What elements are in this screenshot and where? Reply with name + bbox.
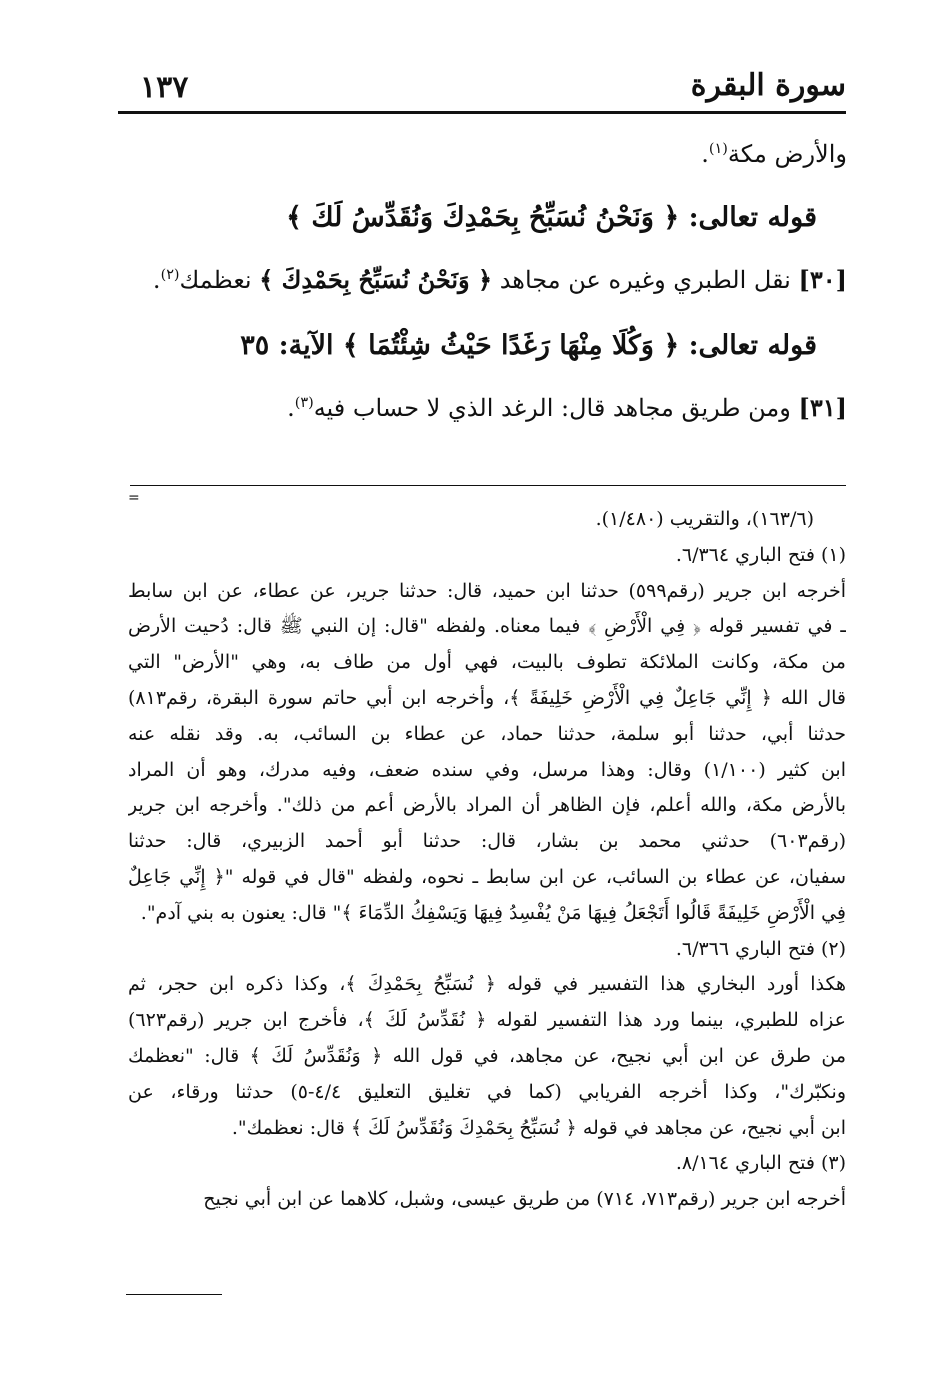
footnote-line: ابن كثير (١/١٠٠) وقال: وهذا مرسل، وفي سنده ضعف، وفيه مدرك، وهو أن المراد [128,758,846,781]
period: . [152,266,161,294]
footnote-line: سفيان، عن عطاء بن السائب، عن ابن سابط ـ نحوه، ولفظه "قال في قوله "﴿ إِنِّي جَاعِلٌ [128,865,846,888]
footnote-line: أخرجه ابن جرير (رقم٥٩٩) حدثنا ابن حميد، قال: حدثنا جرير، عن عطاء، عن ابن سابط [128,579,846,602]
verse-reference: الآية: ٣٥ [240,330,334,361]
footnote-line: (١٦٣/٦)، والتقريب (١/٤٨٠). [595,508,814,530]
footnote-line: ـ في تفسير قوله ﴿ فِي الْأَرْضِ ﴾ فيما معناه. ولفظه "قال: إن النبي ﷺ قال: دُحيت الأرض [128,615,846,638]
footnote-separator [130,485,846,486]
verse-heading-label: قوله تعالى: [688,202,817,233]
footnote-heading: (٣) فتح الباري ٨/١٦٤. [675,1152,846,1175]
entry-number: [٣١] [798,393,847,422]
entry-number: [٣٠] [798,265,847,294]
footnote-line: فِي الْأَرْضِ خَلِيفَةً قَالُوا أَتَجْعَلُ فِيهَا مَنْ يُفْسِدُ فِيهَا وَيَسْفِكُ الدِّمَاءَ ﴾" قال: يعنون به بني آدم". [140,901,846,924]
header-rule [118,111,846,114]
continuation-line [701,140,847,169]
entry-text: ومن طريق مجاهد قال: الرغد الذي لا حساب فيه [313,394,791,422]
period: . [287,394,295,422]
footnote-ref-2: (٢) [160,267,180,283]
ayah-text: ﴿ وَكُلَا مِنْهَا رَغَدًا حَيْثُ شِئْتُمَا ﴾ [342,330,680,361]
footnote-line: قال الله ﴿ إِنِّي جَاعِلٌ فِي الْأَرْضِ خَلِيفَةً ﴾، وأخرجه ابن أبي حاتم سورة البقرة، رقم٨١٣) [128,686,846,709]
footnote-line: حدثنا أبي، حدثنا أبو سلمة، حدثنا حماد، عن عطاء بن السائب، به. وقد نقله عنه [128,722,846,745]
footnote-heading: (١) فتح الباري ٦/٣٦٤. [675,543,846,566]
verse-heading-2 [240,330,817,362]
footnote-line: من مكة، وكانت الملائكة تطوف بالبيت، فهي أول من طاف به، وهي "الأرض" التي [128,651,846,674]
page-number: ١٣٧ [140,70,189,105]
verse-heading-label: قوله تعالى: [688,330,817,361]
footnotes [128,502,846,1218]
entry-30 [153,266,847,295]
continuation-underline [126,1294,222,1295]
footnote-heading: (٢) فتح الباري ٦/٣٦٦. [675,937,846,960]
footnote-line: من طرق عن ابن أبي نجيح، عن مجاهد، في قول الله ﴿ وَنُقَدِّسُ لَكَ ﴾ قال: "نعظمك [128,1044,846,1067]
footnote-line: بالأرض مكة، والله أعلم، فإن الظاهر أن المراد بالأرض أعم من ذلك". وأخرجه ابن جرير [128,794,846,817]
footnote-line: عزاه للطبري، بينما ورد هذا التفسير لقوله ﴿ نُقَدِّسُ لَكَ ﴾، فأخرج ابن جرير (رقم٦٢٣) [128,1009,846,1032]
period: . [701,140,709,168]
entry-text: نعظمك [179,266,252,294]
footnote-line: (رقم٦٠٣) حدثني محمد بن بشار، قال: حدثنا أبو أحمد الزبيري، قال: حدثنا [128,830,846,853]
footnote-ref-1: (١) [708,141,728,157]
footnote-ref-3: (٣) [294,395,314,411]
ayah-text: ﴿ وَنَحْنُ نُسَبِّحُ بِحَمْدِكَ ﴾ [259,265,493,294]
ayah-text: ﴿ وَنَحْنُ نُسَبِّحُ بِحَمْدِكَ وَنُقَدِّسُ لَكَ ﴾ [286,202,680,233]
entry-text: نقل الطبري وغيره عن مجاهد [499,266,791,294]
footnote-line: ابن أبي نجيح، عن مجاهد في قوله ﴿ نُسَبِّحُ بِحَمْدِكَ وَنُقَدِّسُ لَكَ ﴾ قال: نعظمك". [231,1116,846,1139]
page-header [118,64,846,114]
continuation-text: والأرض مكة [727,140,847,168]
footnote-line: هكذا أورد البخاري هذا التفسير في قوله ﴿ نُسَبِّحُ بِحَمْدِكَ ﴾، وكذا ذكره ابن حجر، ثم [128,973,846,996]
entry-31 [287,394,847,423]
footnote-line: ونكبّرك"، وكذا أخرجه الفريابي (كما في تغليق التعليق ٤/٤-٥) حدثنا ورقاء، عن [128,1080,846,1103]
footnote-line: أخرجه ابن جرير (رقم٧١٣، ٧١٤) من طريق عيسى، وشبل، كلاهما عن ابن أبي نجيح [203,1188,846,1211]
continuation-mark: = [128,490,140,506]
verse-heading-1 [286,202,817,234]
surah-title: سورة البقرة [690,68,846,103]
